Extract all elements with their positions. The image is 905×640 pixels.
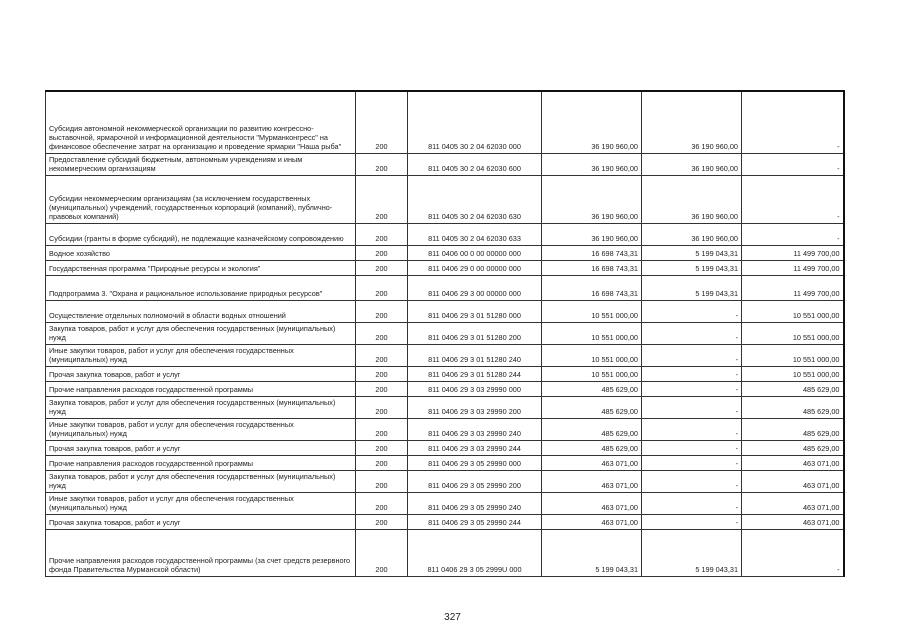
row-name: Государственная программа "Природные ресурсы и экология" xyxy=(46,260,356,275)
row-value-2: 5 199 043,31 xyxy=(642,275,742,300)
budget-table xyxy=(45,90,845,577)
row-code: 200 xyxy=(356,514,408,529)
row-name: Иные закупки товаров, работ и услуг для обеспечения государственных (муниципальных) нужд xyxy=(46,492,356,514)
row-value-3: - xyxy=(742,223,844,245)
row-name: Закупка товаров, работ и услуг для обеспечения государственных (муниципальных) нужд xyxy=(46,470,356,492)
row-code: 200 xyxy=(356,529,408,576)
row-name: Иные закупки товаров, работ и услуг для обеспечения государственных (муниципальных) нужд xyxy=(46,418,356,440)
row-kbk: 811 0406 29 3 05 2999U 000 xyxy=(408,529,542,576)
table-row xyxy=(46,492,844,514)
row-value-1: 10 551 000,00 xyxy=(542,366,642,381)
row-value-3: - xyxy=(742,175,844,223)
row-value-3: 485 629,00 xyxy=(742,440,844,455)
row-value-3: - xyxy=(742,91,844,153)
page-number: 327 xyxy=(444,612,461,623)
table-row xyxy=(46,381,844,396)
row-name: Прочая закупка товаров, работ и услуг xyxy=(46,514,356,529)
row-value-1: 485 629,00 xyxy=(542,381,642,396)
row-name: Подпрограмма 3. "Охрана и рациональное использование природных ресурсов" xyxy=(46,275,356,300)
row-value-3: 463 071,00 xyxy=(742,455,844,470)
row-name: Закупка товаров, работ и услуг для обеспечения государственных (муниципальных) нужд xyxy=(46,322,356,344)
row-value-2: 36 190 960,00 xyxy=(642,91,742,153)
row-code: 200 xyxy=(356,492,408,514)
table-row xyxy=(46,223,844,245)
row-kbk: 811 0406 29 3 05 29990 200 xyxy=(408,470,542,492)
row-code: 200 xyxy=(356,153,408,175)
row-code: 200 xyxy=(356,455,408,470)
row-name: Осуществление отдельных полномочий в области водных отношений xyxy=(46,300,356,322)
row-code: 200 xyxy=(356,245,408,260)
row-kbk: 811 0406 29 3 01 51280 000 xyxy=(408,300,542,322)
row-kbk: 811 0406 29 3 03 29990 200 xyxy=(408,396,542,418)
row-name: Прочие направления расходов государственной программы xyxy=(46,381,356,396)
row-kbk: 811 0406 29 3 05 29990 240 xyxy=(408,492,542,514)
row-kbk: 811 0406 29 3 05 29990 244 xyxy=(408,514,542,529)
table-row xyxy=(46,245,844,260)
table-row xyxy=(46,440,844,455)
table-row xyxy=(46,91,844,153)
row-name: Прочая закупка товаров, работ и услуг xyxy=(46,366,356,381)
row-value-2: - xyxy=(642,470,742,492)
table-row xyxy=(46,153,844,175)
row-name: Субсидия автономной некоммерческой организации по развитию конгрессно-выставочной, ярмарочной и информационной деятельности "Мурманконгресс" на финансовое обеспечение затрат на организацию и проведение ярмарки "Наша рыба" xyxy=(46,91,356,153)
row-name: Прочая закупка товаров, работ и услуг xyxy=(46,440,356,455)
row-value-1: 463 071,00 xyxy=(542,455,642,470)
row-name: Прочие направления расходов государственной программы xyxy=(46,455,356,470)
row-value-3: 10 551 000,00 xyxy=(742,366,844,381)
row-name: Водное хозяйство xyxy=(46,245,356,260)
table-row xyxy=(46,260,844,275)
table-row xyxy=(46,175,844,223)
row-value-1: 16 698 743,31 xyxy=(542,260,642,275)
row-value-2: 36 190 960,00 xyxy=(642,153,742,175)
row-value-3: 11 499 700,00 xyxy=(742,260,844,275)
row-value-1: 10 551 000,00 xyxy=(542,344,642,366)
row-kbk: 811 0406 29 3 01 51280 200 xyxy=(408,322,542,344)
row-value-1: 10 551 000,00 xyxy=(542,300,642,322)
row-value-2: - xyxy=(642,381,742,396)
row-value-2: - xyxy=(642,366,742,381)
row-code: 200 xyxy=(356,396,408,418)
row-value-1: 485 629,00 xyxy=(542,440,642,455)
row-value-1: 36 190 960,00 xyxy=(542,175,642,223)
row-value-1: 5 199 043,31 xyxy=(542,529,642,576)
table-row xyxy=(46,366,844,381)
row-value-2: 5 199 043,31 xyxy=(642,245,742,260)
row-value-3: 10 551 000,00 xyxy=(742,344,844,366)
row-value-3: 485 629,00 xyxy=(742,381,844,396)
row-value-2: - xyxy=(642,514,742,529)
table-row xyxy=(46,529,844,576)
row-value-2: - xyxy=(642,300,742,322)
row-value-2: - xyxy=(642,440,742,455)
row-kbk: 811 0406 29 3 01 51280 244 xyxy=(408,366,542,381)
row-value-2: - xyxy=(642,492,742,514)
row-kbk: 811 0405 30 2 04 62030 600 xyxy=(408,153,542,175)
row-code: 200 xyxy=(356,344,408,366)
row-value-2: 5 199 043,31 xyxy=(642,529,742,576)
row-value-1: 463 071,00 xyxy=(542,470,642,492)
row-value-1: 463 071,00 xyxy=(542,514,642,529)
row-value-3: 485 629,00 xyxy=(742,418,844,440)
row-name: Предоставление субсидий бюджетным, автономным учреждениям и иным некоммерческим организациям xyxy=(46,153,356,175)
row-value-1: 36 190 960,00 xyxy=(542,223,642,245)
row-value-2: 36 190 960,00 xyxy=(642,175,742,223)
table-row xyxy=(46,455,844,470)
row-code: 200 xyxy=(356,322,408,344)
table-row xyxy=(46,300,844,322)
row-value-2: - xyxy=(642,344,742,366)
row-code: 200 xyxy=(356,418,408,440)
row-code: 200 xyxy=(356,381,408,396)
row-code: 200 xyxy=(356,175,408,223)
table-row xyxy=(46,344,844,366)
row-kbk: 811 0406 29 3 05 29990 000 xyxy=(408,455,542,470)
row-value-2: 36 190 960,00 xyxy=(642,223,742,245)
row-value-3: 11 499 700,00 xyxy=(742,245,844,260)
row-value-3: - xyxy=(742,153,844,175)
budget-table-body xyxy=(46,91,844,576)
row-name: Прочие направления расходов государственной программы (за счет средств резервного фонда Правительства Мурманской области) xyxy=(46,529,356,576)
row-name: Закупка товаров, работ и услуг для обеспечения государственных (муниципальных) нужд xyxy=(46,396,356,418)
row-value-2: - xyxy=(642,455,742,470)
row-name: Иные закупки товаров, работ и услуг для обеспечения государственных (муниципальных) нужд xyxy=(46,344,356,366)
row-value-1: 463 071,00 xyxy=(542,492,642,514)
row-value-3: 463 071,00 xyxy=(742,514,844,529)
row-name: Субсидии некоммерческим организациям (за исключением государственных (муниципальных) учреждений, государственных корпораций (компаний), публично-правовых компаний) xyxy=(46,175,356,223)
row-value-3: 485 629,00 xyxy=(742,396,844,418)
row-value-3: 463 071,00 xyxy=(742,492,844,514)
row-code: 200 xyxy=(356,275,408,300)
row-kbk: 811 0405 30 2 04 62030 000 xyxy=(408,91,542,153)
row-value-2: - xyxy=(642,396,742,418)
row-value-1: 485 629,00 xyxy=(542,418,642,440)
row-kbk: 811 0405 30 2 04 62030 633 xyxy=(408,223,542,245)
row-code: 200 xyxy=(356,223,408,245)
row-code: 200 xyxy=(356,300,408,322)
row-kbk: 811 0406 29 3 03 29990 000 xyxy=(408,381,542,396)
row-name: Субсидии (гранты в форме субсидий), не подлежащие казначейскому сопровождению xyxy=(46,223,356,245)
row-value-3: 10 551 000,00 xyxy=(742,300,844,322)
row-value-2: 5 199 043,31 xyxy=(642,260,742,275)
table-row xyxy=(46,322,844,344)
table-row xyxy=(46,275,844,300)
row-kbk: 811 0406 29 3 03 29990 240 xyxy=(408,418,542,440)
row-code: 200 xyxy=(356,260,408,275)
row-value-1: 36 190 960,00 xyxy=(542,91,642,153)
table-row xyxy=(46,418,844,440)
row-value-1: 36 190 960,00 xyxy=(542,153,642,175)
table-row xyxy=(46,514,844,529)
row-value-3: - xyxy=(742,529,844,576)
row-kbk: 811 0406 29 3 01 51280 240 xyxy=(408,344,542,366)
row-kbk: 811 0406 29 3 03 29990 244 xyxy=(408,440,542,455)
row-value-1: 16 698 743,31 xyxy=(542,245,642,260)
table-row xyxy=(46,396,844,418)
row-code: 200 xyxy=(356,470,408,492)
row-code: 200 xyxy=(356,440,408,455)
row-kbk: 811 0406 29 3 00 00000 000 xyxy=(408,275,542,300)
row-value-1: 16 698 743,31 xyxy=(542,275,642,300)
row-kbk: 811 0405 30 2 04 62030 630 xyxy=(408,175,542,223)
table-row xyxy=(46,470,844,492)
row-value-3: 11 499 700,00 xyxy=(742,275,844,300)
row-value-2: - xyxy=(642,418,742,440)
row-value-1: 10 551 000,00 xyxy=(542,322,642,344)
row-code: 200 xyxy=(356,366,408,381)
row-kbk: 811 0406 29 0 00 00000 000 xyxy=(408,260,542,275)
row-value-1: 485 629,00 xyxy=(542,396,642,418)
row-kbk: 811 0406 00 0 00 00000 000 xyxy=(408,245,542,260)
row-code: 200 xyxy=(356,91,408,153)
row-value-2: - xyxy=(642,322,742,344)
row-value-3: 463 071,00 xyxy=(742,470,844,492)
row-value-3: 10 551 000,00 xyxy=(742,322,844,344)
